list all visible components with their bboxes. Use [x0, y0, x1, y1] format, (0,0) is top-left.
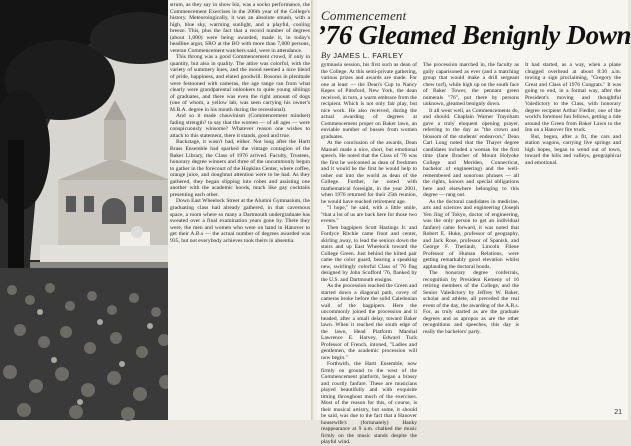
article-paragraph: As the doctoral candidates in medicine, arts and sciences and engineering (Joseph Yen Jing of Tokyo, doctor of engineering, was the only person to get an individual fanfare) came forward, it was noted that Robert E. Huke, professor of geography, and Jack Rose, professor of Spanish, and George F. Theriault, Lincoln Filene Professor of Human Relations, were getting remarkably good elevation whilst applauding the doctoral hoods. [423, 198, 519, 270]
article-paragraph: Then bagpipers Scott Hastings Jr. and Fordyce Ritchie came front and center, skirling away, to lead the seniors down the stairs and up East Wheelock toward the College Green. Just behind the kilted pair came the color guard, bearing a speaking new, swirlingly colorful Class of '76 flag designed by John Scofford '76, flanked by the U.S. and Dartmouth ensigns. [321, 224, 417, 283]
article-headline: ’76 Gleamed Benignly Down [317, 20, 631, 50]
article-paragraph: Forthwith, the Hartt Ensemble, now firmly on ground to the west of the Commencement platform, began a brassy and courtly fanfare. These are musicians played beautifully and with exquisite timing throughout much of the exercises. Most of the reason for this, of course, is their musical artistry, but some, it should be said, was due to the fact that a Hanover housewife's (fortunately) Hanky reappearance at 9 a.m. chalked the music firmly on the music stands despite the playful wind. [321, 361, 417, 445]
article-paragraph: The honorary degree conferrals, recognition by President Kemeny of 16 retiring members of the College, and the Senior Valedictory by Jeffrey W. Baker, scholar and athlete, all preceded the real event of the day, the awarding of the A.B.s. For, as truly started as are the graduate degrees and as apropos as are the other recognitions and speeches, this day is really the bachelors' party. [423, 270, 519, 335]
article-paragraph: But, begun, after a fit, the cars and station wagons, carrying live springs and high hopes, began to wend out of town, toward the hills and valleys, geographical and emotional. [525, 133, 621, 166]
left-article-column [170, 2, 310, 418]
section-label: Commencement [321, 8, 407, 23]
article-paragraph: Down East Wheelock Street at the Alumni Gymnasium, the graduating class had already gathered, in that cavernous space, a room where so many a Dartmouth undergraduate has sweated over a final examination years gone by. There they were, the men and women who were on hand in Hanover to get their A.B.s — the actual number of degrees awarded was 935, but not everybody achieves took theirs in absentia. [170, 198, 310, 244]
article-column-2 [423, 62, 519, 408]
article-column-3 [525, 62, 621, 408]
byline [321, 50, 403, 60]
article-paragraph: At the conclusion of the awards, Dean Manuel made a nice, short, but emotional speech. He noted that the Class of '76 was the first he welcomed as dean of freshmen and it would be the first he would help to usher out into the world as dean of the College. Further, he noted with mathematical foresight, in the year 2001, when 1976 returned for their 25th reunion, he would have reached retirement age. [321, 140, 417, 205]
article-paragraph: It had started, as a way, when a plane chugged overhead at about 8:30 a.m. towing a sign proclaiming, "Gregory the Great and Class of 1976 Congrats." It was going to end, in a formal way, after the President's moving and thoughtful Valedictory to the Class, with honorary degree recipient Arthur Fiedler, one of the world's foremost fun fellows, getting a ride around the Green from Baker Lawn to the Inn on a Hanover fire truck. [525, 62, 621, 133]
byline-prefix: By [321, 50, 331, 60]
page-number: 21 [614, 409, 622, 416]
author-name: JAMES L. FARLEY [333, 51, 404, 60]
left-page [0, 0, 312, 420]
right-page [317, 0, 631, 445]
article-paragraph: As the procession reached the Green and started down a diagonal path, covey of cameras broke before the solid Caledonian wall of the bagpipers. Here the uncommonly joined the procession and it headed, after a small delay, toward Baker lawn. When it reached the south edge of the lawn, Head Platform Marshal Lawrence E. Harvey, Edward Tuck Professor of French, intoned, "Ladies and gentlemen, the academic procession will now begin." [321, 283, 417, 361]
article-paragraph: It all went well, as Commencements do, and should. Chaplain Warner Traynham gave a truly eloquent opening prayer, referring to the day as "the crown and blossom of the students' endeavors." Dean Carl Long noted that the Thayer degree candidates included a woman for the first time (Jane Bracher of Mount Holyoke College and Meriden, Connecticut, bachelor of engineering) and the well-remembered and sonorous phrases — all the rights, honors and special obligations here and elsewhere belonging to this degree — rang out. [423, 107, 519, 198]
article-paragraph: "I hope," he said, with a little smile, "that a lot of us are back here for those two events." [321, 205, 417, 224]
article-paragraph: gymnasia session, his first such as dean of the College. At this semi-private gathering, various prizes and awards are made. For one at least — the Dean's Cup to Nancy Kepes of Pittsford, New York, the dean received, in turn, a warm embrace from the recipient. Which is not only fair play, but nice work. He also received, during the actual awarding of degrees at Commencement proper on Baker lawn, an enviable number of busses from women graduates. [321, 62, 417, 140]
article-paragraph: And so it made chauvinism (Commencement mindset) fading strength? to say that the women — of all ages — were conspicuously winsome? Whatever reason one wishes to attach to this statement, there it stands, good and true. [170, 113, 310, 139]
article-paragraph: Backstage, it wasn't bad, either. Not long after the Hartt Brass Ensemble had sparked the vintage contagion of the Baker Library, the Class of 1976 arrived. Faculty, Trustees, honorary degree winners and three of the uncommonly begun to gather in the forecourt of the Hopkins Center, where coffee, orange juice, and doughnut attention were to be had. As they gathered, they began slipping into robes and assisting one another with the academic hoods, much like gay cocktails presenting each other. [170, 139, 310, 198]
article-column-1 [321, 62, 417, 445]
article-paragraph: This throng was a good Commencement crowd, if only in quantity, but also in quality. The attire was colorful, with the variety of summery hues, and the mood seemed a nice blend of pride, happiness, and elated goodwill. Bosoms in plenitude were festooned with cameras, the age range ran from what clearly were grandparental onlookers to quite young siblings of graduates, and there was even the right amount of dogs (one of whom, a yellow lab, was seen carrying his owner's M.B.A. degree in his mouth during the recessional). [170, 54, 310, 113]
article-paragraph: strum, as they say in show biz, was a socko performance, the Commencement Exercises in the 206th year of the College's history. Meteorologically, it was an absolute smash, with a high, blue sky, warming sunlight, and a playful, cooling breeze. This, plus the fact that a record number of degrees (about 1,000) were being awarded, made it, in today's headline argot, SRO at the BO with more than 7,000 persons, veteran Commencement watchers said, were in attendance. [170, 2, 310, 54]
article-paragraph: The procession marched in, the faculty as gaily caparisoned as ever (and a matching group that would make a drill sergeant chew turf), while high up on the south face of Baker Tower, the pennant green numerals "76", put there by persons unknown, gleamed benignly down. [423, 62, 519, 107]
